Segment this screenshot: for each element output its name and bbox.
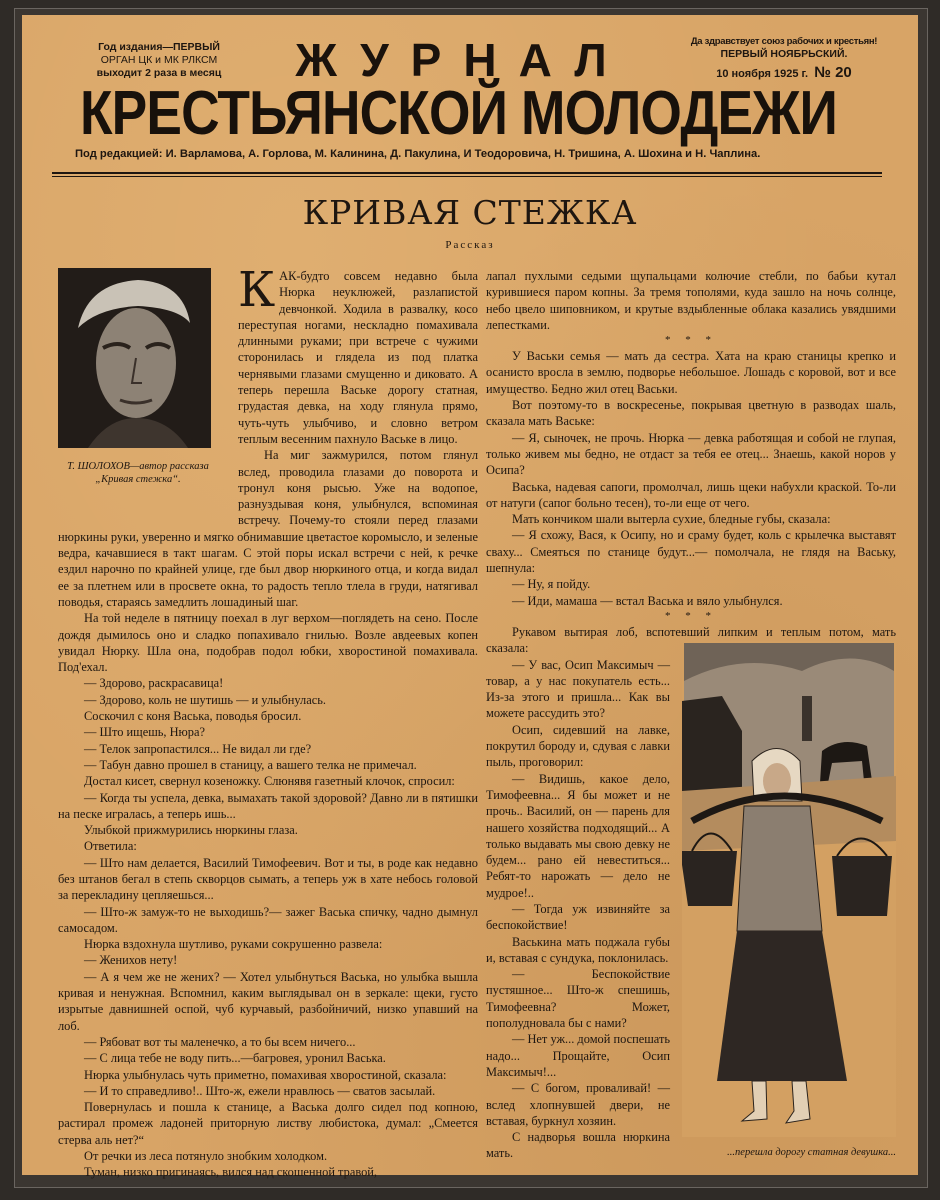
paragraph: Туман, низко пригинаясь, вился над скошенной травой, [84,1165,378,1180]
paragraph: — С лица тебе не воду пить...—багровея, уронил Васька. [84,1051,386,1066]
paragraph: — Видишь, какое дело, Тимофеевна... Я бы может и не прочь.. Василий, он — парень для нашего хозяйства подходящий... А только выдавать мы свою девку не будем... рано ей невеститься... Ребят-то нарожать — дело не мудрое!.. [486,771,670,900]
paragraph: Повернулась и пошла к станице, а Васька долго сидел под копною, растирал промеж ладоней приторную листву любистока, думал: „Смеется стерва аль нет?“ [58,1100,478,1147]
paragraph: Рукавом вытирая лоб, вспотевший липким и теплым потом, мать сказала: [486,624,896,656]
paragraph: лапал пухлыми седыми щупальцами колючие стебли, по бабьи кутал курившиеся паром копны. За тремя тополями, куда зашло на ночь солнце, небо цвело шиповником, и крутые вздыбленные облака казались увядшими лепестками. [486,269,896,332]
paragraph: — И то справедливо!.. Што-ж, ежели нравлюсь — сватов засылай. [84,1083,436,1098]
section-separator: * * * [665,334,717,347]
illustration-block [682,641,896,1159]
paragraph: Васька, надевая сапоги, промолчал, лишь щеки набухли краской. То-ли от натуги (сапог больно тесен), то-ли еще от чего. [486,479,896,510]
paragraph: Вот поэтому-то в воскресенье, покрывая цветную в разводах шаль, сказала мать Ваське: [486,398,896,429]
paragraph: Мать кончиком шали вытерла сухие, бледные губы, сказала: [512,512,831,527]
paragraph: АК-будто совсем недавно была Нюрка неуклюжей, разлапистой девчонкой. Ходила в развалку, косо переступая ногами, нескладно помахивала длинными руками; при встрече с чужими сторонилась и глядела из под платка чернявыми глазами смущенно и диковато. А теперь перешла Ваське дорогу статная, грудастая девка, на ходу глянула прямо, чуть-чуть улыбчиво, и словно ветром теплым весенним пахнуло Ваське в лицо. [238,269,478,446]
paragraph: Соскочил с коня Васька, поводья бросил. [84,709,302,724]
paragraph: — Што ищешь, Нюра? [84,725,205,740]
issue-name: ПЕРВЫЙ НОЯБРЬСКИЙ. [720,48,848,60]
paragraph: На миг зажмурился, потом глянул вслед, проводила глазами до поворота и тронул коня рысью. Уже на водопое, разнуздывая коня, улыбнулся, вспоминая встречу. Почему-то стояли перед глазами нюркины руки, уверенно и мягко обнимавшие цветастое коромысло, и зеленые ведра, качавшиеся в такт шагам. С этой поры искал встречи с ней, к речке ездил нарочно по крайней улице, где был двор нюркиного отца, и когда видал ее за плетнем или в просвете окна, то радость тепло тлела в груди, натягивал поводья, стараясь замедлить лошадиный шаг. [58,448,478,609]
story-title: КРИВАЯ СТЕЖКА [302,193,638,232]
newspaper-page [22,15,918,1180]
paragraph: У Васьки семья — мать да сестра. Хата на краю станицы крепко и осанисто вросла в землю, подворье небольшое. Лошадь с коровой, вот и все имущество. Бедно жил отец Васьки. [486,349,896,396]
drop-cap: К [238,262,276,318]
paragraph: Нюрка вздохнула шутливо, руками сокрушенно развела: [84,937,383,952]
issue-date: 10 ноября 1925 г. [716,68,809,80]
paragraph: — Табун давно прошел в станицу, а вашего телка не примечал. [84,757,417,772]
paragraph: — Здорово, коль не шутишь — и улыбнулась. [84,692,326,707]
illustration-caption: ...перешла дорогу статная девушка... [727,1147,896,1159]
paragraph: — Телок запропастился... Не видал ли где? [84,741,312,756]
left-column [58,262,478,1181]
portrait-image [58,268,211,448]
paragraph: — Тогда уж извиняйте за беспокойствие! [486,901,670,933]
section-separator: * * * [665,609,717,622]
story-subtitle: Рассказ [445,239,495,251]
slogan: Да здравствует союз рабочих и крестьян! [690,36,878,47]
paragraph: — У вас, Осип Максимыч — товар, а у нас покупатель есть... Из-за этого и пришла... Как вы можете рассудить это? [486,657,670,721]
illustration-woman-with-buckets [682,641,896,1137]
organ-line: ОРГАН ЦК и МК РЛКСМ [100,54,218,66]
paragraph: Нюрка улыбнулась чуть приметно, помахивая хворостиной, сказала: [84,1067,447,1082]
paragraph: — Ну, я пойду. [512,577,591,592]
paragraph: Достал кисет, свернул козеножку. Слюнявя газетный клочок, спросил: [84,774,455,789]
paragraph: — Здорово, раскрасавица! [84,676,224,691]
right-column [486,268,896,1162]
journal-logo: ЖУРНАЛ [295,34,629,86]
paragraph: — Беспокойствие пустяшное... Што-ж спешишь, Тимофеевна? Может, пополудновала бы с нами? [486,967,670,1031]
paragraph: — Я схожу, Вася, к Осипу, но и сраму будет, коль с крылечка выставят сваху... Смеяться по станице будут...— помолчала, не глядя на Ваську, шепнула: [486,528,896,576]
author-portrait [58,268,211,448]
editors-line: Под редакцией: И. Варламова, А. Горлова, М. Калинина, Д. Пакулина, И Теодоровича, Н. Тришина, А. Шохина и Н. Чаплина. [75,148,761,160]
paragraph: Ответила: [84,839,137,854]
paragraph: Осип, сидевший на лавке, покрутил бороду и, сдувая с лавки пыль, проговорил: [486,722,670,770]
paragraph: Васькина мать поджала губы и, вставая с сундука, поклонилась. [486,934,670,965]
newspaper-title: КРЕСТЬЯНСКОЙ МОЛОДЕЖИ [80,79,837,148]
frequency-line: выходит 2 раза в месяц [96,67,222,79]
paragraph: — Женихов нету! [84,953,178,968]
paragraph: — С богом, проваливай! — вслед хлопнувшей двери, не вставая, буркнул хозяин. [486,1081,670,1128]
divider [52,172,882,174]
issue-number: № 20 [814,64,852,81]
paragraph: — Иди, мамаша — встал Васька и вяло улыбнулся. [512,593,783,608]
author-photo-block [58,268,226,514]
year-line: Год издания—ПЕРВЫЙ [98,41,220,53]
paragraph: — Нет уж... домой поспешать надо... Прощайте, Осип Максимыч!... [486,1032,671,1079]
masthead-right-info [664,35,904,81]
paragraph: — Што-ж замуж-то не выходишь?— зажег Васька спичку, чадно дымнул самосадом. [58,904,478,935]
paragraph: — Што нам делается, Василий Тимофеевич. Вот и ты, в роде как недавно без штанов бегал в степь скворцов сымать, а теперь уж в хате небось головой за перекладину цепляешься... [58,855,478,903]
masthead-left-info [74,41,244,80]
paragraph: С надворья вошла нюркина мать. [486,1130,670,1161]
divider [52,176,882,177]
photo-caption: Т. ШОЛОХОВ—автор рассказа „Кривая стежка“. [67,461,209,485]
paragraph: Улыбкой прижмурились нюркины глаза. [84,823,298,838]
paragraph: От речки из леса потянуло знобким холодком. [84,1149,328,1164]
paragraph: — Рябоват вот ты маленечко, а то бы всем ничего... [84,1034,356,1049]
paragraph: — Я, сыночек, не прочь. Нюрка — девка работящая и собой не глупая, только живем мы бедно, не отдаст за тебя ее отец... Знаешь, какой норов у Осипа? [486,430,896,478]
paragraph: — А я чем же не жених? — Хотел улыбнуться Васька, но улыбка вышла кривая и ненужная. Вспомнил, каким выглядывал он в зеркале: щеки, густо изрытые давнишней оспой, чуб курчавый, разбойничий, низко упавший на лоб. [58,969,478,1033]
paragraph: На той неделе в пятницу поехал в луг верхом—поглядеть на сено. После дождя дымилось оно и сладко попахивало гнилью. Возле авдеевых копен увидал Нюрку. Шла она, подобрав подол юбки, хворостиной помахивала. Под'ехал. [58,611,478,675]
paragraph: — Когда ты успела, девка, вымахать такой здоровой? Давно ли в пятишки на песке игралась, а теперь ишь... [58,790,478,821]
